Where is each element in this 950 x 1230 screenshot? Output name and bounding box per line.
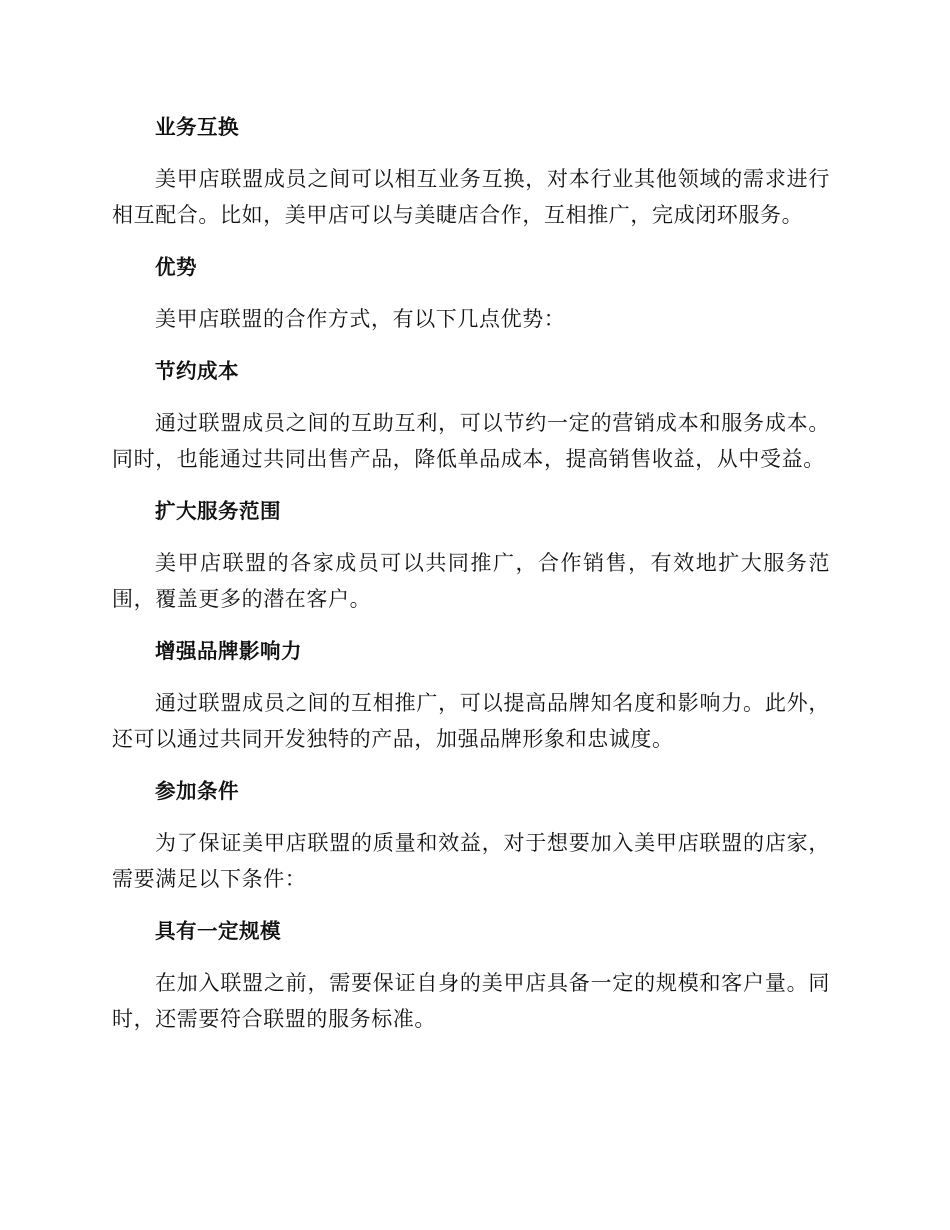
section-paragraph-join-conditions: 为了保证美甲店联盟的质量和效益，对于想要加入美甲店联盟的店家，需要满足以下条件： xyxy=(112,831,830,891)
section-heading-expand-service: 扩大服务范围 xyxy=(155,499,281,523)
document-body xyxy=(112,110,830,1054)
section-heading-certain-scale: 具有一定规模 xyxy=(155,919,281,943)
section-paragraph-expand-service: 美甲店联盟的各家成员可以共同推广，合作销售，有效地扩大服务范围，覆盖更多的潜在客户。 xyxy=(112,551,830,611)
section-paragraph-certain-scale: 在加入联盟之前，需要保证自身的美甲店具备一定的规模和客户量。同时，还需要符合联盟的服务标准。 xyxy=(112,971,830,1031)
section-heading-advantages: 优势 xyxy=(155,255,197,279)
section-heading-join-conditions: 参加条件 xyxy=(155,779,239,803)
section-heading-brand-influence: 增强品牌影响力 xyxy=(155,639,302,663)
section-heading-business-exchange: 业务互换 xyxy=(155,115,239,139)
section-heading-save-cost: 节约成本 xyxy=(155,359,239,383)
section-paragraph-business-exchange: 美甲店联盟成员之间可以相互业务互换，对本行业其他领域的需求进行相互配合。比如，美甲店可以与美睫店合作，互相推广，完成闭环服务。 xyxy=(112,167,830,227)
section-paragraph-brand-influence: 通过联盟成员之间的互相推广，可以提高品牌知名度和影响力。此外，还可以通过共同开发独特的产品，加强品牌形象和忠诚度。 xyxy=(112,691,830,751)
section-paragraph-save-cost: 通过联盟成员之间的互助互利，可以节约一定的营销成本和服务成本。同时，也能通过共同出售产品，降低单品成本，提高销售收益，从中受益。 xyxy=(112,411,830,471)
section-paragraph-advantages: 美甲店联盟的合作方式，有以下几点优势： xyxy=(155,307,566,331)
